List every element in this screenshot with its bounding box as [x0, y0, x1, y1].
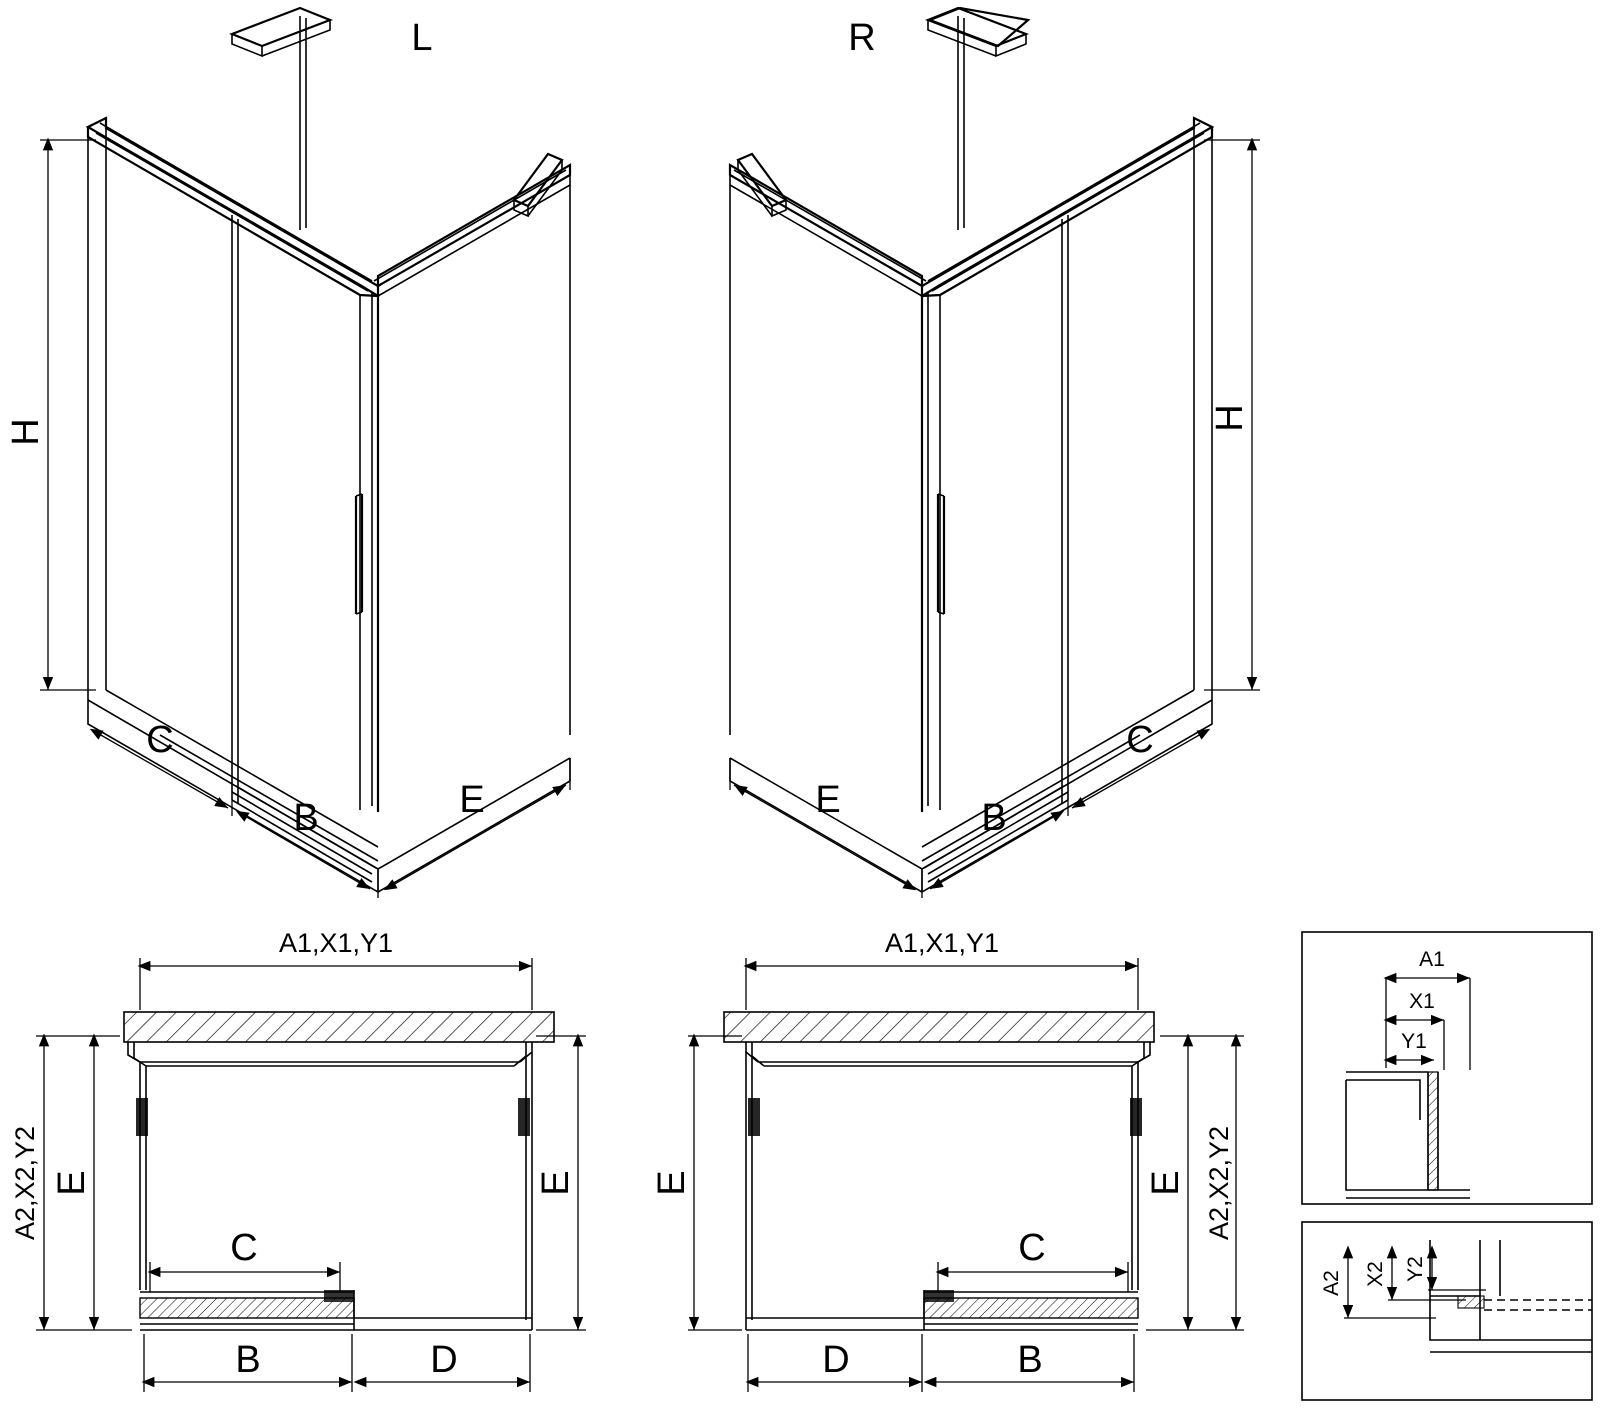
detail-top-view [1302, 932, 1592, 1204]
iso-right-height-label: H [1209, 404, 1251, 432]
iso-left-dim-c: C [146, 719, 174, 761]
iso-right-dim-e: E [815, 779, 841, 821]
plan-left-view [10, 928, 586, 1392]
detail-top-dim-a1: A1 [1419, 948, 1445, 971]
plan-left-dim-c: C [230, 1227, 258, 1269]
iso-right-dim-b: B [981, 797, 1007, 839]
plan-left-side-dim: A2,X2,Y2 [10, 1125, 40, 1241]
iso-right-variant-label: R [848, 17, 876, 59]
iso-right-dim-c: C [1126, 719, 1154, 761]
plan-right-view [651, 928, 1244, 1392]
plan-left-dim-e-right: E [535, 1170, 577, 1196]
iso-left-dim-b: B [293, 797, 319, 839]
iso-left-height-label: H [5, 418, 47, 446]
plan-right-dim-b: B [1017, 1339, 1043, 1381]
plan-right-dim-e-left: E [651, 1170, 693, 1196]
detail-bottom-dim-y2: Y2 [1404, 1256, 1427, 1282]
plan-left-dim-e-left: E [51, 1170, 93, 1196]
iso-right-view [730, 8, 1260, 898]
plan-right-top-dim: A1,X1,Y1 [884, 928, 1000, 958]
plan-right-side-dim: A2,X2,Y2 [1204, 1125, 1234, 1241]
detail-bottom-view [1302, 1222, 1592, 1400]
iso-left-view [5, 8, 570, 898]
plan-right-dim-d: D [822, 1339, 850, 1381]
iso-left-variant-label: L [411, 17, 433, 59]
iso-left-dim-e: E [459, 779, 485, 821]
plan-left-dim-d: D [430, 1339, 458, 1381]
plan-left-top-dim: A1,X1,Y1 [278, 928, 394, 958]
plan-left-dim-b: B [235, 1339, 261, 1381]
detail-top-dim-y1: Y1 [1401, 1030, 1427, 1053]
plan-right-dim-e-right: E [1145, 1170, 1187, 1196]
plan-right-dim-c: C [1018, 1227, 1046, 1269]
detail-top-dim-x1: X1 [1409, 990, 1435, 1013]
detail-bottom-dim-a2: A2 [1320, 1270, 1343, 1296]
detail-bottom-dim-x2: X2 [1364, 1261, 1387, 1287]
